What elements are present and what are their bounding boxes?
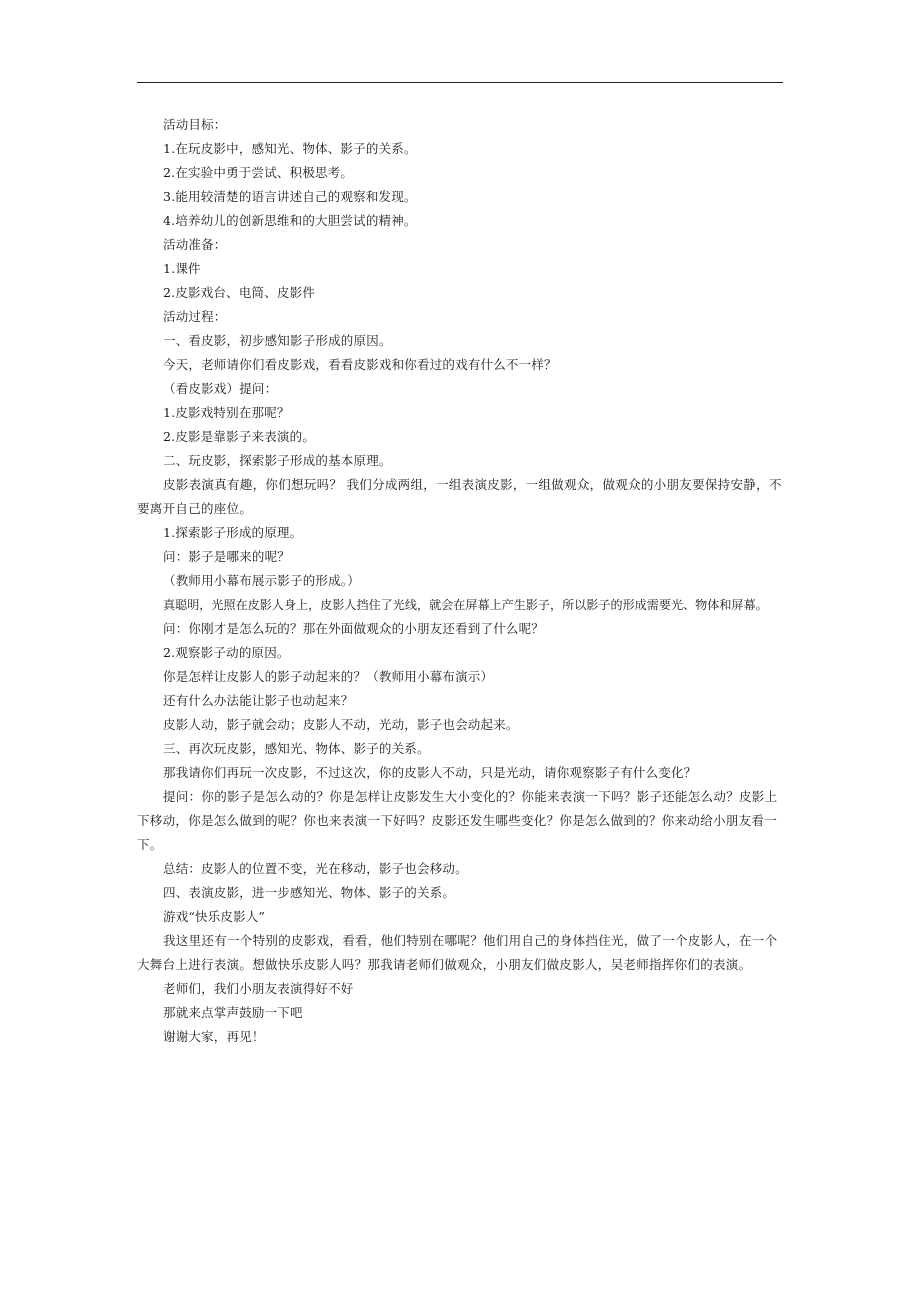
paragraph: （看皮影戏）提问： xyxy=(163,381,278,396)
section-heading: 一、看皮影，初步感知影子形成的原因。 xyxy=(163,333,392,348)
paragraph: 总结：皮影人的位置不变，光在移动，影子也会移动。 xyxy=(163,861,468,876)
document-body xyxy=(137,113,783,1049)
paragraph: 今天，老师请你们看皮影戏，看看皮影戏和你看过的戏有什么不一样？ xyxy=(163,357,557,372)
section-heading: 二、玩皮影，探索影子形成的基本原理。 xyxy=(163,453,392,468)
paragraph: 你是怎样让皮影人的影子动起来的？（教师用小幕布演示） xyxy=(163,669,494,684)
goal-item: 3.能用较清楚的语言讲述自己的观察和发现。 xyxy=(163,189,417,204)
goal-item: 2.在实验中勇于尝试、积极思考。 xyxy=(163,165,354,180)
paragraph: 我这里还有一个特别的皮影戏，看看，他们特别在哪呢？他们用自己的身体挡住光，做了一个皮影人，在一个大舞台上进行表演。想做快乐皮影人吗？那我请老师们做观众，小朋友们做皮影人，吴老师指挥你们的表演。 xyxy=(137,933,778,972)
heading-preparation: 活动准备： xyxy=(163,237,227,252)
heading-goals: 活动目标： xyxy=(163,117,227,132)
paragraph: 那我请你们再玩一次皮影，不过这次，你的皮影人不动，只是光动，请你观察影子有什么变化？ xyxy=(163,765,697,780)
paragraph: 提问：你的影子是怎么动的？你是怎样让皮影发生大小变化的？你能来表演一下吗？影子还能怎么动？皮影上下移动，你是怎么做到的呢？你也来表演一下好吗？皮影还发生哪些变化？你是怎么做到的？你来动给小朋友看一下。 xyxy=(137,789,778,852)
paragraph: 问：你刚才是怎么玩的？那在外面做观众的小朋友还看到了什么呢？ xyxy=(163,621,545,636)
section-heading: 四、表演皮影，进一步感知光、物体、影子的关系。 xyxy=(163,885,456,900)
paragraph: 真聪明，光照在皮影人身上，皮影人挡住了光线，就会在屏幕上产生影子，所以影子的形成需要光、物体和屏幕。 xyxy=(163,598,768,612)
game-title: 游戏“快乐皮影人” xyxy=(163,909,266,924)
paragraph: 皮影表演真有趣，你们想玩吗？ 我们分成两组，一组表演皮影，一组做观众，做观众的小朋友要保持安静，不要离开自己的座位。 xyxy=(137,477,782,516)
paragraph: 还有什么办法能让影子也动起来？ xyxy=(163,693,354,708)
goal-item: 4.培养幼儿的创新思维和的大胆尝试的精神。 xyxy=(163,213,417,228)
heading-process: 活动过程： xyxy=(163,309,227,324)
paragraph: 那就来点掌声鼓励一下吧 xyxy=(163,1005,303,1020)
list-item: 1.皮影戏特别在那呢？ xyxy=(163,405,290,420)
list-item: 2.观察影子动的原因。 xyxy=(163,645,290,660)
prep-item: 2.皮影戏台、电筒、皮影件 xyxy=(163,285,316,300)
section-heading: 三、再次玩皮影，感知光、物体、影子的关系。 xyxy=(163,741,430,756)
paragraph: 谢谢大家，再见！ xyxy=(163,1029,265,1044)
prep-item: 1.课件 xyxy=(163,261,201,276)
paragraph: 老师们，我们小朋友表演得好不好 xyxy=(163,981,354,996)
paragraph: （教师用小幕布展示影子的形成。） xyxy=(163,573,360,588)
goal-item: 1.在玩皮影中，感知光、物体、影子的关系。 xyxy=(163,141,417,156)
paragraph: 问：影子是哪来的呢？ xyxy=(163,549,291,564)
header-rule xyxy=(137,82,783,83)
paragraph: 皮影人动，影子就会动；皮影人不动，光动，影子也会动起来。 xyxy=(163,717,519,732)
list-item: 2.皮影是靠影子来表演的。 xyxy=(163,429,316,444)
list-item: 1.探索影子形成的原理。 xyxy=(163,525,303,540)
